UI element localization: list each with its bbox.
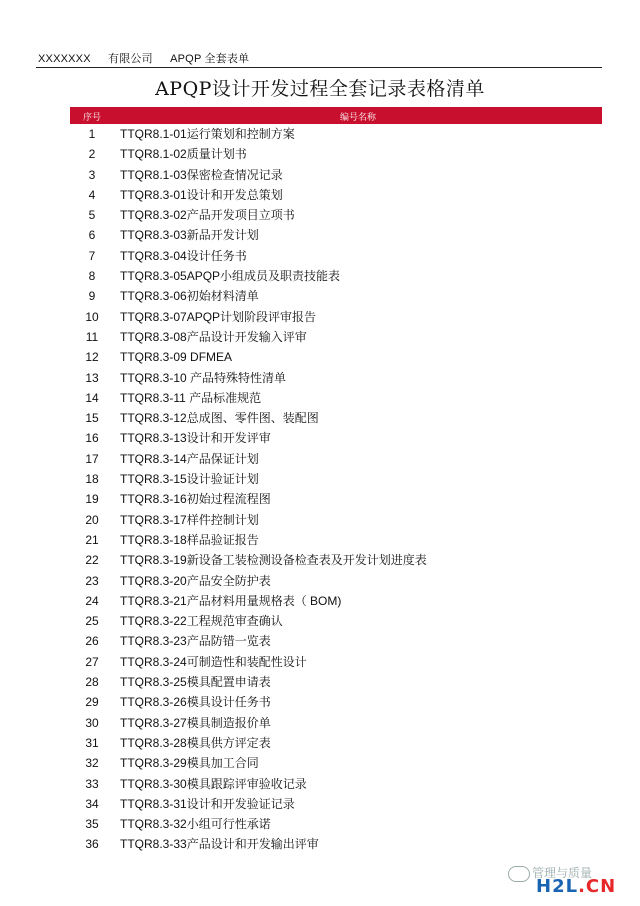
watermark — [508, 864, 628, 897]
record-name: 模具配置申请表 — [186, 675, 271, 690]
record-cell — [120, 144, 247, 164]
record-code: TTQR8.3-08 — [120, 329, 187, 344]
row-number: 13 — [85, 370, 99, 385]
page-title: APQP设计开发过程全套记录表格清单 — [155, 78, 485, 100]
header-divider — [36, 67, 602, 68]
table-row — [70, 144, 602, 164]
record-cell — [120, 408, 319, 428]
record-code: TTQR8.3-29 — [120, 756, 187, 771]
table-row — [70, 307, 602, 327]
record-name: 产品标准规范 — [185, 390, 262, 405]
record-code: TTQR8.3-13 — [120, 431, 187, 446]
table-row — [70, 347, 602, 367]
record-code: TTQR8.3-04 — [120, 248, 187, 263]
column-header-name: 编号名称 — [339, 113, 376, 123]
record-name: 新品开发计划 — [186, 228, 259, 243]
row-number: 33 — [85, 776, 99, 791]
table-row — [70, 165, 602, 185]
record-cell — [120, 307, 316, 327]
doc-set-label: APQP 全套表单 — [170, 53, 250, 65]
record-cell — [120, 774, 307, 794]
table-row — [70, 510, 602, 530]
record-name: 产品开发项目立项书 — [186, 208, 295, 223]
record-code: TTQR8.3-33 — [120, 837, 187, 852]
record-code: TTQR8.1-03 — [120, 167, 187, 182]
row-number: 1 — [88, 127, 96, 141]
table-row — [70, 794, 602, 814]
row-number: 30 — [85, 715, 99, 730]
record-code: TTQR8.3-31 — [120, 796, 187, 811]
row-number: 14 — [85, 390, 99, 405]
table-row — [70, 672, 602, 692]
row-number: 20 — [85, 512, 99, 527]
company-suffix: 有限公司 — [108, 53, 153, 65]
row-number: 28 — [85, 675, 99, 690]
record-code: TTQR8.3-20 — [120, 573, 187, 588]
record-cell — [120, 449, 259, 469]
table-row — [70, 550, 602, 570]
record-code: TTQR8.3-24 — [120, 654, 187, 669]
record-code: TTQR8.3-10 — [120, 370, 187, 385]
record-name: 工程规范审查确认 — [186, 614, 283, 629]
table-row — [70, 713, 602, 733]
row-number: 32 — [85, 756, 99, 771]
record-cell — [120, 246, 247, 266]
table-header — [70, 107, 602, 124]
record-name: 总成图、零件图、装配图 — [186, 411, 319, 426]
record-code: TTQR8.1-02 — [120, 147, 187, 162]
row-number: 27 — [85, 654, 99, 669]
record-cell — [120, 591, 341, 611]
table-row — [70, 591, 602, 611]
table-row — [70, 185, 602, 205]
record-code: TTQR8.3-07 — [120, 309, 187, 324]
record-code: TTQR8.3-09 — [120, 350, 187, 365]
record-code: TTQR8.3-02 — [120, 208, 187, 223]
record-cell — [120, 165, 283, 185]
table-row — [70, 246, 602, 266]
record-name: 可制造性和装配性设计 — [186, 654, 307, 669]
row-number: 15 — [85, 411, 99, 426]
record-code: TTQR8.3-17 — [120, 512, 187, 527]
record-code: TTQR8.3-19 — [120, 553, 187, 568]
table-row — [70, 449, 602, 469]
record-cell — [120, 753, 259, 773]
row-number: 35 — [85, 817, 99, 832]
record-code: TTQR8.3-28 — [120, 735, 187, 750]
record-name: 运行策划和控制方案 — [186, 127, 295, 141]
table-row — [70, 266, 602, 286]
table-row — [70, 774, 602, 794]
record-code: TTQR8.3-18 — [120, 532, 187, 547]
table-row — [70, 733, 602, 753]
row-number: 34 — [85, 796, 99, 811]
record-cell — [120, 550, 427, 570]
row-number: 9 — [88, 289, 96, 304]
row-number: 4 — [88, 187, 96, 202]
record-name: 初始过程流程图 — [186, 492, 271, 507]
record-code: TTQR8.3-23 — [120, 634, 187, 649]
record-name: 质量计划书 — [186, 147, 247, 162]
row-number: 6 — [88, 228, 96, 243]
record-cell — [120, 530, 259, 550]
record-cell — [120, 185, 283, 205]
record-cell — [120, 631, 271, 651]
record-cell — [120, 611, 283, 631]
record-cell — [120, 713, 271, 733]
record-cell — [120, 489, 271, 509]
record-cell — [120, 205, 295, 225]
table-row — [70, 388, 602, 408]
table-row — [70, 571, 602, 591]
table-row — [70, 286, 602, 306]
record-name: 设计和开发总策划 — [186, 187, 283, 202]
row-number: 18 — [85, 472, 99, 487]
record-cell — [120, 652, 307, 672]
record-cell — [120, 672, 271, 692]
wechat-icon — [508, 866, 530, 882]
table-row — [70, 225, 602, 245]
company-code: XXXXXXX — [38, 53, 91, 65]
row-number: 7 — [88, 248, 96, 263]
record-name: 样品验证报告 — [186, 532, 259, 547]
record-code: TTQR8.3-27 — [120, 715, 187, 730]
row-number: 23 — [85, 573, 99, 588]
record-name: 设计任务书 — [186, 248, 247, 263]
record-name: 初始材料清单 — [186, 289, 259, 304]
record-code: TTQR8.3-05 — [120, 269, 187, 284]
record-code: TTQR8.3-21 — [120, 593, 187, 608]
column-header-no: 序号 — [82, 113, 101, 123]
record-code: TTQR8.3-06 — [120, 289, 187, 304]
record-code: TTQR8.3-22 — [120, 614, 187, 629]
record-code: TTQR8.3-12 — [120, 411, 187, 426]
row-number: 2 — [88, 147, 96, 162]
record-name: 保密检查情况记录 — [186, 167, 283, 182]
table-row — [70, 469, 602, 489]
table-row — [70, 408, 602, 428]
record-code: TTQR8.3-15 — [120, 472, 187, 487]
watermark-logo-suffix: .CN — [578, 876, 617, 897]
record-name: 产品设计和开发输出评审 — [186, 837, 319, 852]
row-number: 25 — [85, 614, 99, 629]
row-number: 21 — [85, 532, 99, 547]
record-cell — [120, 814, 271, 834]
record-cell — [120, 692, 271, 712]
table-row — [70, 124, 602, 144]
row-number: 12 — [85, 350, 99, 365]
record-cell — [120, 124, 295, 144]
record-cell — [120, 510, 259, 530]
record-name: 产品保证计划 — [186, 451, 259, 466]
record-name: 样件控制计划 — [186, 512, 259, 527]
row-number: 36 — [85, 837, 99, 852]
row-number: 11 — [85, 329, 99, 344]
table-row — [70, 692, 602, 712]
record-code: TTQR8.1-01 — [120, 127, 187, 141]
record-name: 模具跟踪评审验收记录 — [186, 776, 307, 791]
record-name: APQP小组成员及职责技能表 — [186, 269, 341, 284]
record-cell — [120, 834, 319, 854]
record-code: TTQR8.3-11 — [120, 390, 186, 405]
record-name: 产品设计开发输入评审 — [186, 329, 307, 344]
record-cell — [120, 225, 259, 245]
table-row — [70, 753, 602, 773]
record-name: DFMEA — [186, 350, 233, 365]
watermark-text: 管理与质量 — [532, 866, 593, 880]
table-row — [70, 814, 602, 834]
record-code: TTQR8.3-16 — [120, 492, 187, 507]
record-name: 模具加工合同 — [186, 756, 259, 771]
row-number: 22 — [85, 553, 99, 568]
record-name: 模具设计任务书 — [186, 695, 271, 710]
table-row — [70, 327, 602, 347]
row-number: 19 — [85, 492, 99, 507]
record-name: 模具制造报价单 — [186, 715, 271, 730]
record-name: 产品安全防护表 — [186, 573, 271, 588]
row-number: 3 — [88, 167, 96, 182]
table-row — [70, 489, 602, 509]
row-number: 16 — [85, 431, 99, 446]
table-row — [70, 530, 602, 550]
record-code: TTQR8.3-03 — [120, 228, 187, 243]
table-row — [70, 652, 602, 672]
record-cell — [120, 327, 307, 347]
record-name: 产品防错一览表 — [186, 634, 271, 649]
record-name: 模具供方评定表 — [186, 735, 271, 750]
watermark-logo — [536, 876, 616, 897]
record-cell — [120, 286, 259, 306]
row-number: 17 — [85, 451, 99, 466]
record-cell — [120, 368, 286, 388]
row-number: 8 — [88, 269, 96, 284]
table-row — [70, 631, 602, 651]
row-number: 29 — [85, 695, 99, 710]
record-name: 产品材料用量规格表（ BOM) — [186, 593, 342, 608]
record-cell — [120, 794, 295, 814]
record-name: APQP计划阶段评审报告 — [186, 309, 317, 324]
record-cell — [120, 571, 271, 591]
table-row — [70, 205, 602, 225]
record-cell — [120, 388, 261, 408]
row-number: 31 — [85, 735, 99, 750]
record-code: TTQR8.3-26 — [120, 695, 187, 710]
watermark-logo-main: H2L — [536, 876, 579, 897]
record-cell — [120, 266, 340, 286]
table-row — [70, 611, 602, 631]
record-name: 新设备工装检测设备检查表及开发计划进度表 — [186, 553, 427, 568]
table-row — [70, 368, 602, 388]
row-number: 26 — [85, 634, 99, 649]
document-header — [38, 50, 263, 66]
record-name: 设计验证计划 — [186, 472, 259, 487]
record-name: 设计和开发评审 — [186, 431, 271, 446]
record-name: 小组可行性承诺 — [186, 817, 271, 832]
table-row — [70, 428, 602, 448]
record-code: TTQR8.3-32 — [120, 817, 187, 832]
row-number: 10 — [85, 309, 99, 324]
table-row — [70, 834, 602, 854]
record-name: 产品特殊特性清单 — [186, 370, 287, 385]
record-name: 设计和开发验证记录 — [186, 796, 295, 811]
record-code: TTQR8.3-25 — [120, 675, 187, 690]
record-list — [70, 124, 602, 855]
record-cell — [120, 428, 271, 448]
row-number: 5 — [88, 208, 96, 223]
record-cell — [120, 347, 232, 367]
record-code: TTQR8.3-01 — [120, 187, 187, 202]
record-code: TTQR8.3-14 — [120, 451, 187, 466]
record-cell — [120, 469, 259, 489]
row-number: 24 — [85, 593, 99, 608]
record-cell — [120, 733, 271, 753]
record-code: TTQR8.3-30 — [120, 776, 187, 791]
